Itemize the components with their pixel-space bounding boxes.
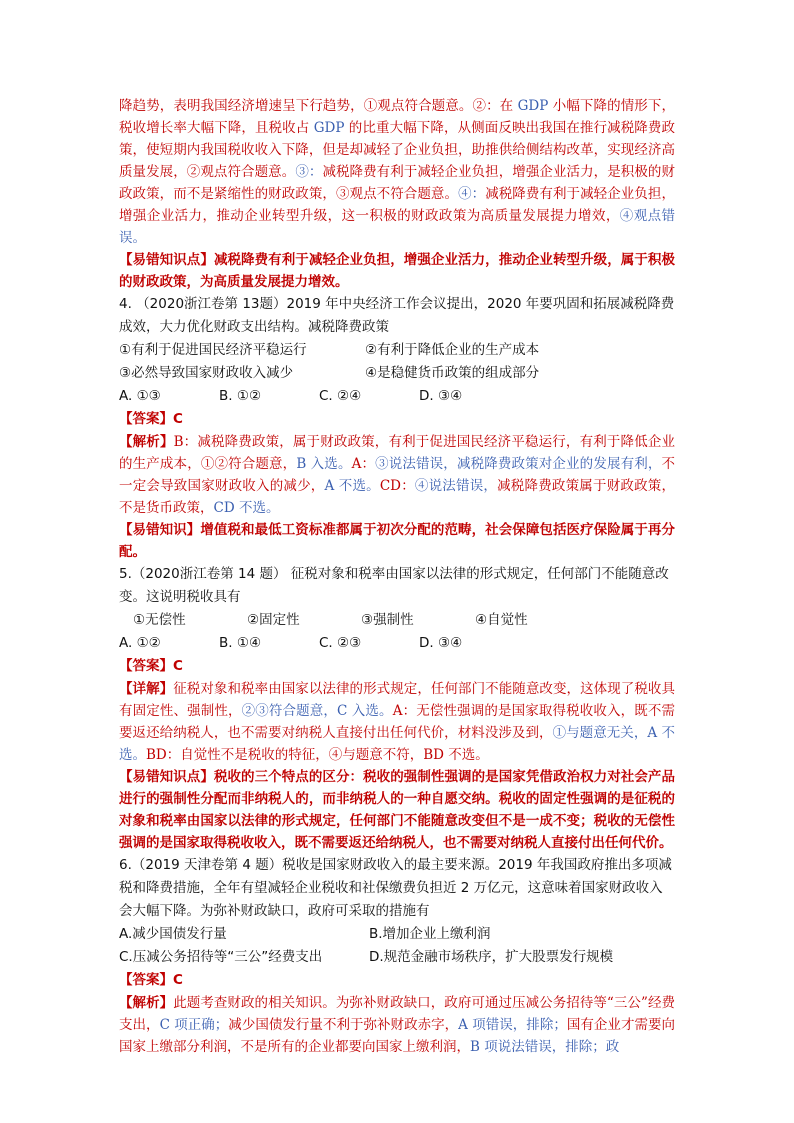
intro-text-2: 小幅下降的情形下，税收增长率大幅下降，且税收占: [119, 98, 675, 136]
q5-choice-a: A. ①②: [119, 635, 161, 651]
q6-analysis-3: 减少国债发行量不利于弥补财政赤字，: [228, 1017, 459, 1033]
q4-analysis-8: ④说法错误，: [414, 478, 498, 494]
q5-tip: [119, 766, 675, 854]
q6-choice-d: D.规范金融市场秩序，扩大股票发行规模: [369, 949, 614, 965]
q4-choice-d: D. ③④: [419, 388, 463, 404]
q6-analysis-5: 国有企业才需要向国家上缴部分利润，不是所有的企业都要向国家上缴利润，: [119, 1017, 676, 1055]
q4-answer: 【答案】C: [119, 411, 183, 427]
intro-gdp-1: GDP: [517, 98, 549, 114]
intro-tip-label: 【易错知识点】: [119, 252, 214, 268]
q4-analysis-3: A：: [351, 456, 376, 472]
q5-choice-b: B. ①④: [219, 635, 262, 651]
q6-analysis-label: 【解析】: [119, 995, 174, 1011]
q5-answer: 【答案】C: [119, 658, 183, 674]
q5-statement-4: ④自觉性: [475, 612, 528, 628]
q4-analysis-9: 减税降费政策属于财政政策，不是货币政策，: [119, 478, 676, 516]
q4-choice-b: B. ①②: [219, 388, 262, 404]
q5-analysis-1: 征税对象和税率由国家以法律的形式规定，任何部门不能随意改变，这体现了税收具有固定性、强制性，: [119, 681, 675, 719]
q4-analysis-1: B：减税降费政策，属于财政政策，有利于促进国民经济平稳运行，有利于降低企业的生产成本，①②符合题意，: [119, 434, 675, 472]
q4-statement-4: ④是稳健货币政策的组成部分: [365, 365, 540, 381]
q6-choice-b: B.增加企业上缴利润: [369, 926, 491, 942]
q4-analysis-4: ③说法错误，减税降费政策对企业的发展有利，: [375, 456, 662, 472]
q6-analysis-4: A 项错误，排除；: [458, 1017, 567, 1033]
intro-text-3: 的比重大幅下降，从侧面反映出我国在推行减税降费政策，使短期内我国税收收入下降，但是却减轻了企业负担，助推供给侧结构改革，实现经济高质量发展，②观点符合题意。: [119, 120, 675, 180]
q4-statements-row-1: [119, 339, 675, 362]
q5-tip-text: 税收的三个特点的区分：税收的强制性强调的是国家凭借政治权力对社会产品进行的强制性分配而非纳税人的，而非纳税人的一种自愿交纳。税收的固定性强调的是征税的对象和税率由国家以法律的形式规定，任何部门不能随意改变但不是一成不变；税收的无偿性强调的是国家取得税收收入，既不需要返还给纳税人，也不需要对纳税人直接付出任何代价。: [119, 769, 675, 851]
q4-statement-2: ②有利于降低企业的生产成本: [365, 342, 540, 358]
q6-choices-row-1: [119, 923, 675, 946]
q4-choices: [119, 385, 675, 408]
q5-statement-1: ①无偿性: [133, 612, 186, 628]
intro-text-6: ④观点错误。: [119, 208, 676, 246]
q4-analysis-5: 不一定会导致国家财政收入的减少，: [119, 456, 676, 494]
q6-analysis-6: B 项说法错误，排除；政: [470, 1039, 620, 1055]
q6-choice-c: C.压减公务招待等“三公”经费支出: [119, 949, 323, 965]
q4-analysis-6: A 不选。: [324, 478, 380, 494]
q5-analysis-3: A：无偿性强调的是国家取得税收收入，既不需要返还给纳税人，也不需要对纳税人直接付出任何代价，材料没涉及到，: [119, 703, 675, 741]
q5-analysis-2: ②③符合题意，C 入选。: [241, 703, 393, 719]
intro-point-3-label: ③：: [295, 164, 323, 180]
q4-analysis-7: CD：: [379, 478, 415, 494]
q4-tip-label: 【易错知识】: [119, 522, 201, 538]
intro-text-4: 减税降费有利于减轻企业负担，增强企业活力，是积极的财政政策，而不是紧缩性的财政政策，③观点不符合题意。: [119, 164, 675, 202]
q5-choice-d: D. ③④: [419, 635, 463, 651]
q4-analysis-10: CD 不选。: [213, 500, 280, 516]
q6-choices-row-2: [119, 946, 675, 969]
q4-analysis: [119, 431, 675, 519]
intro-tip: [119, 249, 675, 293]
intro-analysis: [119, 95, 675, 249]
q4-analysis-2: B 入选。: [296, 456, 352, 472]
q5-analysis-label: 【详解】: [119, 681, 174, 697]
q5-statement-2: ②固定性: [247, 612, 300, 628]
q5-stem: 5.（2020浙江卷第 14 题） 征税对象和税率由国家以法律的形式规定，任何部门不能随意改变。这说明税收具有: [119, 566, 669, 605]
q5-tip-label: 【易错知识点】: [119, 769, 214, 785]
q4-tip-text: 增值税和最低工资标准都属于初次分配的范畴，社会保障包括医疗保险属于再分配。: [119, 522, 675, 560]
document-body: [119, 95, 675, 1058]
q4-stem: 4. （2020浙江卷第 13题）2019 年中央经济工作会议提出，2020 年要巩固和拓展减税降费成效，大力优化财政支出结构。减税降费政策: [119, 296, 675, 335]
q6-choice-a: A.减少国债发行量: [119, 926, 227, 942]
q5-statements: [119, 609, 675, 632]
q5-analysis-4: ①与题意无关，A 不选。: [119, 725, 675, 763]
intro-gdp-2: GDP: [313, 120, 345, 136]
q6-stem: 6.（2019 天津卷第 4 题）税收是国家财政收入的最主要来源。2019 年我国政府推出多项减税和降费措施，全年有望减轻企业税收和社保缴费负担近 2 万亿元，这意味着国家财政收入会大幅下降。为弥补财政缺口，政府可采取的措施有: [119, 857, 672, 919]
q6-answer: 【答案】C: [119, 972, 183, 988]
q4-statement-3: ③必然导致国家财政收入减少: [119, 365, 294, 381]
q6-analysis-2: C 项正确；: [159, 1017, 229, 1033]
q5-choices: [119, 632, 675, 655]
q5-choice-c: C. ②③: [319, 635, 362, 651]
q4-choice-a: A. ①③: [119, 388, 161, 404]
q5-analysis: [119, 678, 675, 766]
q4-statements-row-2: [119, 362, 675, 385]
q4-analysis-label: 【解析】: [119, 434, 174, 450]
q6-analysis-1: 此题考查财政的相关知识。为弥补财政缺口，政府可通过压减公务招待等“三公”经费支出，: [119, 995, 675, 1033]
intro-text-5: 减税降费有利于减轻企业负担，增强企业活力，推动企业转型升级，这一积极的财政政策为高质量发展提力增效，: [119, 186, 675, 224]
intro-text-1: 降趋势，表明我国经济增速呈下行趋势，①观点符合题意。②：在: [119, 98, 518, 114]
q4-statement-1: ①有利于促进国民经济平稳运行: [119, 342, 307, 358]
q6-analysis: [119, 992, 675, 1058]
intro-tip-text: 减税降费有利于减轻企业负担，增强企业活力，推动企业转型升级，属于积极的财政政策，为高质量发展提力增效。: [119, 252, 675, 290]
intro-point-4-label: ④：: [458, 186, 486, 202]
q4-choice-c: C. ②④: [319, 388, 362, 404]
q5-statement-3: ③强制性: [361, 612, 414, 628]
q4-tip: [119, 519, 675, 563]
q5-analysis-5: BD：自觉性不是税收的特征，④与题意不符，BD 不选。: [146, 747, 489, 763]
